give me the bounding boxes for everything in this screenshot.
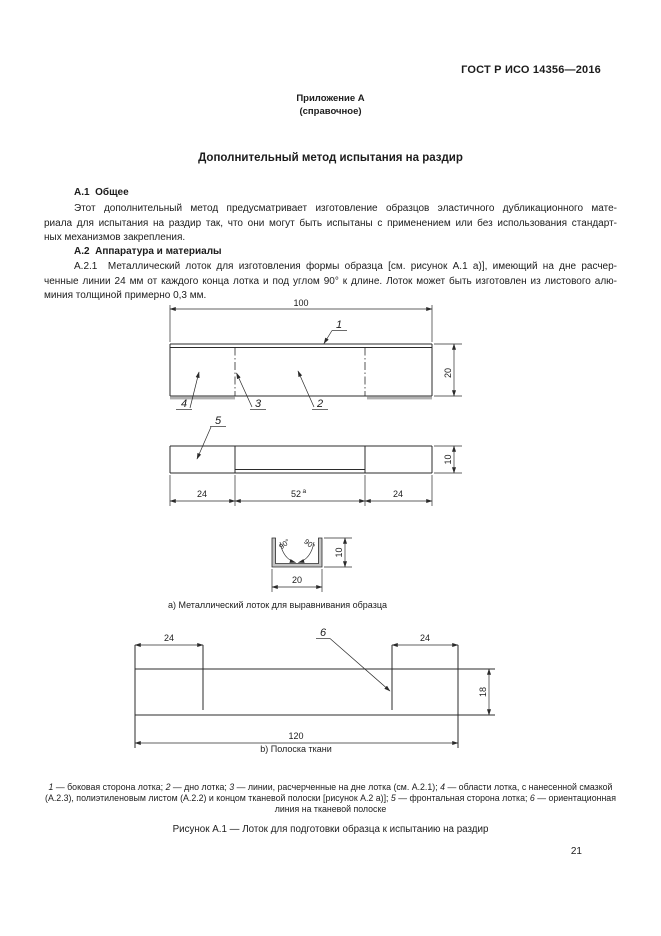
dim-length-100: 100: [293, 298, 309, 308]
legend-number: 6: [529, 793, 535, 803]
legend-text: — области лотка, с нанесенной смазкой (А.2.3), полиэтиленовым листом (А.2.2) и концом тканевой полоски [рисунок А.2 а)];: [45, 782, 613, 803]
paragraph-line: Этот дополнительный метод предусматривает изготовление образцов эластичного дубликационного мате-: [74, 203, 617, 214]
document-header: ГОСТ Р ИСО 14356—2016: [461, 64, 601, 76]
section-a1-heading: А.1 Общее: [74, 187, 129, 198]
legend-text: — фронтальная сторона лотка;: [395, 793, 530, 803]
dim-seg-52-footnote-mark: а: [302, 488, 307, 495]
legend-number: 5: [390, 793, 396, 803]
paragraph-a1: [44, 202, 617, 246]
appendix-subtitle: (справочное): [299, 106, 362, 117]
paragraph-line: миния толщиной примерно 0,3 мм.: [44, 290, 207, 301]
section-dim-width-20: 20: [291, 575, 303, 585]
tray-cross-section: [272, 537, 352, 592]
paragraph-line: риала для испытания на раздир так, что они могут быть испытаны с применением или без использования стандарт-: [44, 217, 617, 229]
strip-dim-24-right: 24: [419, 633, 431, 643]
legend-item: [229, 782, 440, 792]
legend-item: [391, 793, 530, 803]
tray-bottom-shading-left: [170, 397, 235, 400]
legend-text: — дно лотка;: [170, 782, 230, 792]
section-dim-height-10: 10: [334, 547, 344, 558]
legend-number: 3: [229, 782, 235, 792]
legend-text: — ориентационная линия на тканевой полоске: [274, 793, 616, 814]
paragraph-line: А.2.1 Металлический лоток для изготовления формы образца [см. рисунок А.1 а)], имеющий на дне расчер-: [74, 261, 617, 272]
legend-number: 1: [48, 782, 54, 792]
subfigure-a-caption: а) Металлический лоток для выравнивания образца: [167, 600, 387, 610]
dim-seg-24-left: 24: [196, 489, 208, 499]
position-label-6: 6: [319, 627, 327, 639]
section-a2-heading: А.2 Аппаратура и материалы: [74, 246, 222, 257]
dim-height-10: 10: [443, 454, 453, 465]
paragraph-line: ных механизмов закрепления.: [44, 232, 186, 243]
legend-number: 2: [165, 782, 171, 792]
strip-dim-24-left: 24: [163, 633, 175, 643]
legend-item: [166, 782, 230, 792]
dim-height-20: 20: [443, 367, 453, 379]
subfigure-b-caption: b) Полоска ткани: [260, 744, 332, 754]
paragraph-line: ченные линии 24 мм от каждого конца лотка и под углом 90° к длине. Лоток может быть изготовлен из листового алю-: [44, 275, 617, 287]
angle-90-left: 90°: [277, 536, 292, 552]
legend-text: — линии, расчерченные на дне лотка (см. А.2.1);: [234, 782, 441, 792]
position-label-3: 3: [254, 398, 262, 410]
dim-seg-24-right: 24: [392, 489, 404, 499]
legend-text: — боковая сторона лотка;: [53, 782, 166, 792]
position-label-5: 5: [214, 415, 222, 427]
strip-dim-120: 120: [288, 731, 304, 741]
tray-bottom-shading-right: [367, 397, 432, 400]
figure-caption: Рисунок А.1 — Лоток для подготовки образца к испытанию на раздир: [172, 824, 489, 835]
cloth-strip-view: [135, 627, 495, 748]
position-label-2: 2: [316, 398, 324, 410]
legend-number: 4: [440, 782, 445, 792]
position-label-4: 4: [180, 398, 188, 410]
page-title: Дополнительный метод испытания на раздир: [198, 152, 463, 164]
figure-a1-drawings: [120, 295, 510, 760]
dim-seg-52: 52: [290, 489, 302, 499]
strip-dim-18: 18: [478, 686, 488, 698]
position-label-1: 1: [335, 319, 343, 331]
tray-long-view: [170, 298, 462, 410]
angle-90-right: 90°: [302, 536, 317, 552]
legend-item: [49, 782, 166, 792]
tray-front-view: [170, 415, 462, 506]
page-number: 21: [570, 846, 582, 857]
figure-legend: [40, 782, 621, 815]
appendix-title: Приложение А: [296, 93, 365, 104]
